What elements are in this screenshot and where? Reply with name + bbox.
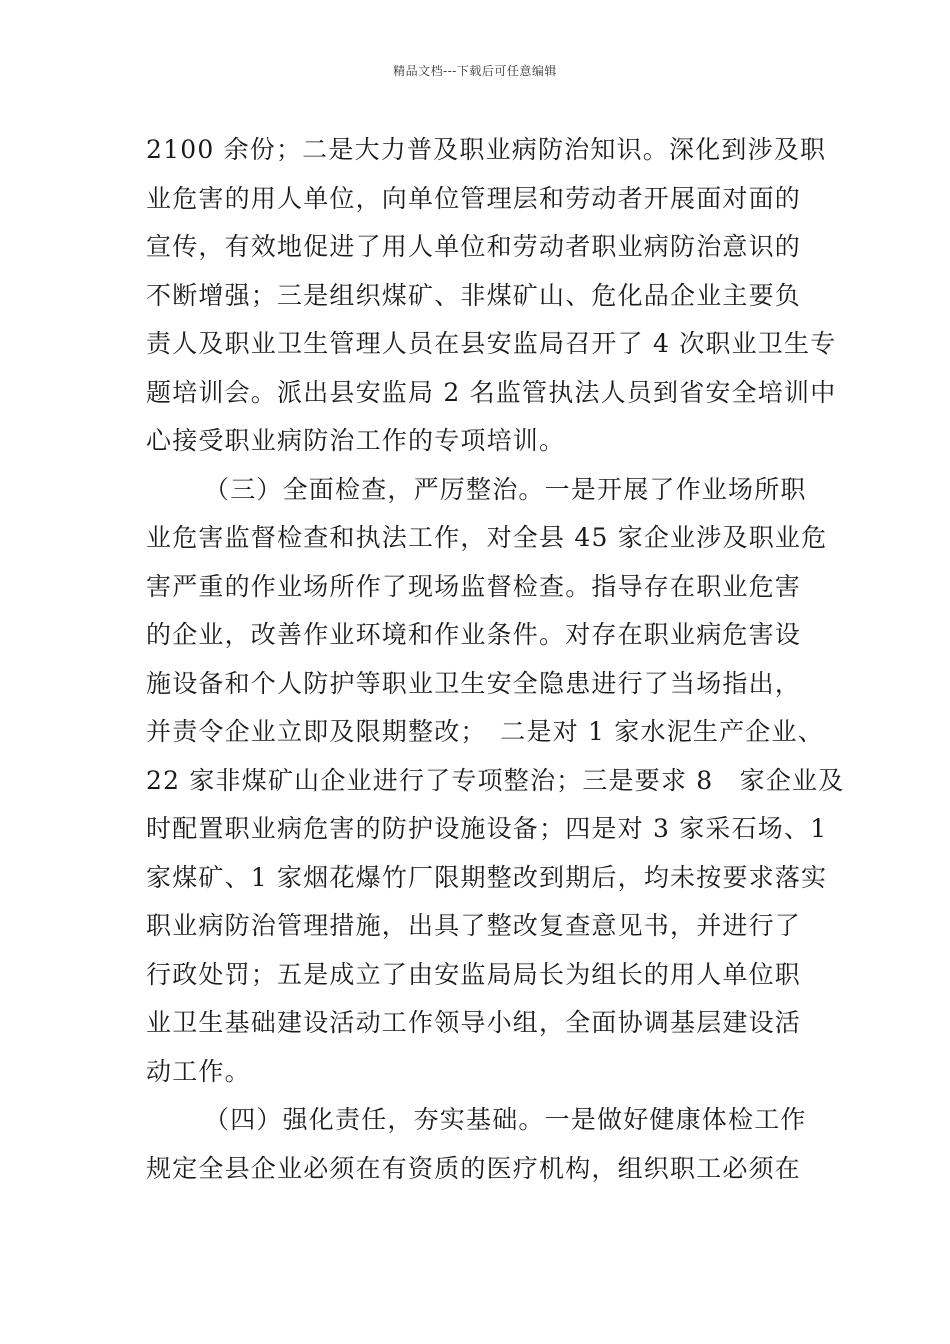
text-line: 家煤矿、1 家烟花爆竹厂限期整改到期后，均未按要求落实 bbox=[146, 862, 828, 892]
text-line: 害严重的作业场所作了现场监督检查。指导存在职业危害 bbox=[146, 571, 802, 601]
text-line: 规定全县企业必须在有资质的医疗机构，组织职工必须在 bbox=[146, 1153, 802, 1183]
text-line: 不断增强；三是组织煤矿、非煤矿山、危化品企业主要负 bbox=[146, 280, 802, 310]
section-heading-line: （三）全面检查，严厉整治。一是开展了作业场所职 bbox=[204, 474, 807, 504]
text-line: 时配置职业病危害的防护设施设备；四是对 3 家采石场、1 bbox=[146, 814, 828, 843]
text-line: 心接受职业病防治工作的专项培训。 bbox=[146, 426, 566, 455]
text-line: 宣传，有效地促进了用人单位和劳动者职业病防治意识的 bbox=[146, 232, 802, 261]
text-line: 业危害的用人单位，向单位管理层和劳动者开展面对面的 bbox=[146, 183, 802, 213]
section-heading-line: （四）强化责任，夯实基础。一是做好健康体检工作 bbox=[204, 1105, 807, 1134]
text-line: 22 家非煤矿山企业进行了专项整治；三是要求 8 家企业及 bbox=[146, 765, 845, 795]
page-header: 精品文档---下载后可任意编辑 bbox=[393, 64, 557, 78]
text-line: 职业病防治管理措施，出具了整改复查意见书，并进行了 bbox=[146, 911, 802, 940]
text-line: 2100 余份；二是大力普及职业病防治知识。深化到涉及职 bbox=[146, 135, 827, 164]
text-line: 动工作。 bbox=[146, 1056, 251, 1086]
text-line: 业卫生基础建设活动工作领导小组，全面协调基层建设活 bbox=[146, 1008, 802, 1037]
text-line: 题培训会。派出县安监局 2 名监管执法人员到省安全培训中 bbox=[146, 377, 837, 407]
text-line: 并责令企业立即及限期整改； 二是对 1 家水泥生产企业、 bbox=[146, 717, 824, 746]
text-line: 责人及职业卫生管理人员在县安监局召开了 4 次职业卫生专 bbox=[146, 329, 837, 358]
text-line: 施设备和个人防护等职业卫生安全隐患进行了当场指出， bbox=[146, 668, 802, 698]
document-body bbox=[146, 126, 845, 1193]
text-line: 业危害监督检查和执法工作，对全县 45 家企业涉及职业危 bbox=[146, 523, 828, 552]
text-line: 行政处罚；五是成立了由安监局局长为组长的用人单位职 bbox=[146, 959, 802, 989]
text-line: 的企业，改善作业环境和作业条件。对存在职业病危害设 bbox=[146, 620, 802, 649]
